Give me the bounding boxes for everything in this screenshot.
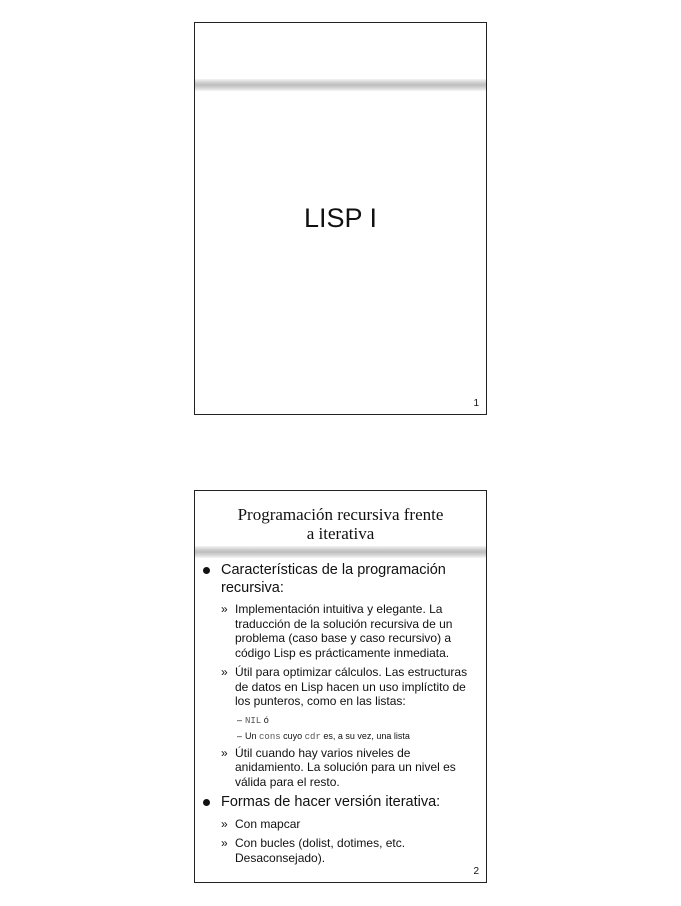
sub-bullet-marker: »: [221, 745, 228, 760]
sub-bullet: [201, 836, 480, 865]
sub-bullet-text: Con bucles (dolist, dotimes, etc. Desaconsejado).: [235, 836, 406, 865]
title-line-1: Programación recursiva frente: [237, 505, 444, 524]
sub-bullet: [201, 602, 480, 660]
dash-marker: –: [237, 730, 243, 741]
slide-content: [201, 562, 480, 870]
dash-marker: –: [237, 714, 243, 725]
slide-1: [194, 22, 487, 415]
sub-sub-text: ó: [261, 714, 269, 725]
code-nil: NIL: [245, 715, 262, 726]
slide-title: LISP I: [303, 203, 378, 233]
title-line-2: a iterativa: [306, 524, 375, 543]
page-number: 1: [473, 398, 479, 409]
bullet-dot-icon: [203, 567, 210, 574]
sub-bullet: [201, 665, 480, 709]
sub-bullet-marker: »: [221, 816, 228, 831]
sub-sub-text-mid: cuyo: [280, 730, 305, 741]
bullet-text: Formas de hacer versión iterativa:: [221, 794, 441, 810]
bullet-dot-icon: [203, 799, 210, 806]
bullet-text: Características de la programación recursiva:: [221, 562, 446, 596]
sub-bullet-marker: »: [221, 665, 228, 679]
sub-sub-bullet: [201, 730, 480, 743]
sub-bullet: [201, 817, 480, 832]
sub-bullet-text: Implementación intuitiva y elegante. La traducción de la solución recursiva de un problema (caso base y caso recursivo) a código Lisp es prácticamente inmediata.: [235, 602, 453, 660]
title-bar-divider: [195, 79, 486, 91]
sub-bullet-marker: »: [221, 602, 228, 616]
sub-bullet-text: Útil para optimizar cálculos. Las estructuras de datos en Lisp hacen un uso implíctito de los punteros, como en las listas:: [235, 665, 468, 708]
sub-bullet-text: Con mapcar: [235, 816, 301, 831]
slide-2: [194, 490, 487, 883]
bullet-recursive-features: [201, 562, 480, 597]
code-cdr: cdr: [304, 731, 321, 742]
slide-title: [195, 505, 486, 543]
bullet-iterative-forms: [201, 794, 480, 812]
code-cons: cons: [259, 731, 281, 742]
title-bar-divider: [195, 546, 486, 558]
sub-sub-text-post: es, a su vez, una lista: [320, 730, 410, 741]
sub-sub-bullet: [201, 714, 480, 727]
sub-bullet: [201, 746, 480, 790]
sub-bullet-marker: »: [221, 836, 228, 850]
page-number: 2: [473, 866, 479, 877]
sub-bullet-text: Útil cuando hay varios niveles de anidamiento. La solución para un nivel es válida para el resto.: [235, 745, 456, 789]
sub-sub-text-pre: Un: [245, 730, 260, 741]
